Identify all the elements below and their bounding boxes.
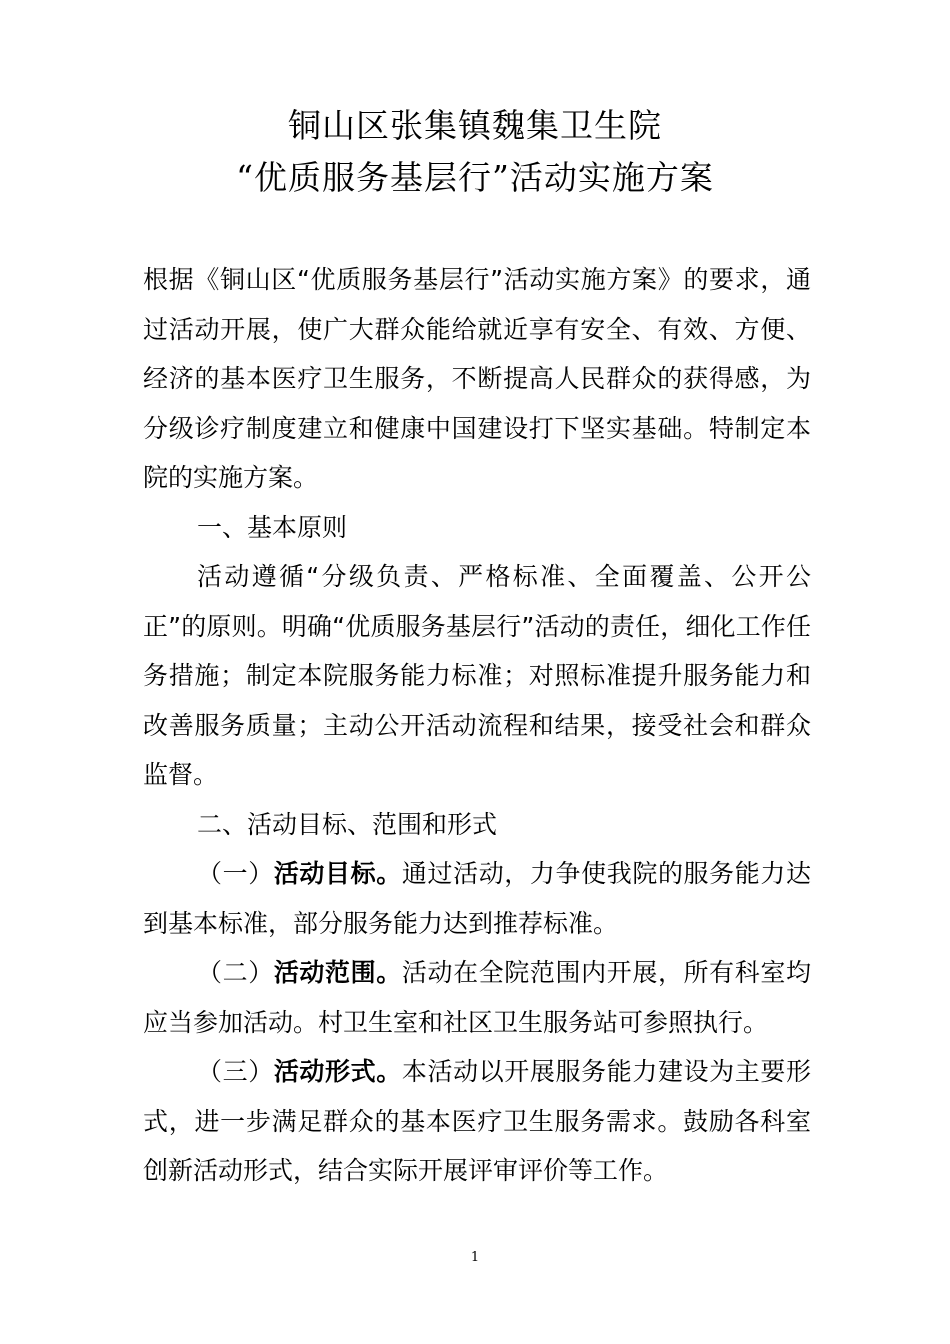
item-1-body: 通过活动，力争使我院的服务能力达到基本标准，部分服务能力达到推荐标准。: [143, 859, 811, 938]
item-1-prefix: （一）: [197, 859, 274, 888]
item-3-paragraph: [143, 1047, 811, 1196]
section-1-heading: 一、基本原则: [197, 512, 348, 542]
item-1-label: 活动目标。: [273, 859, 402, 888]
item-3-prefix: （三）: [197, 1057, 274, 1086]
section-2-heading: 二、活动目标、范围和形式: [197, 809, 498, 839]
item-2-prefix: （二）: [197, 958, 274, 987]
intro-paragraph: 根据《铜山区“优质服务基层行”活动实施方案》的要求，通过活动开展，使广大群众能给就近享有安全、有效、方便、经济的基本医疗卫生服务，不断提高人民群众的获得感，为分级诊疗制度建立和健康中国建设打下坚实基础。特制定本院的实施方案。: [143, 265, 811, 492]
section-1-paragraph: 活动遵循“分级负责、严格标准、全面覆盖、公开公正”的原则。明确“优质服务基层行”活动的责任，细化工作任务措施；制定本院服务能力标准；对照标准提升服务能力和改善服务质量；主动公开活动流程和结果，接受社会和群众监督。: [143, 562, 811, 789]
item-2-label: 活动范围。: [273, 958, 402, 987]
page-number: 1: [470, 1250, 480, 1265]
document-body: [143, 255, 811, 1196]
item-2-paragraph: [143, 948, 811, 1047]
item-3-label: 活动形式。: [273, 1057, 402, 1086]
item-2-body: 活动在全院范围内开展，所有科室均应当参加活动。村卫生室和社区卫生服务站可参照执行。: [143, 958, 811, 1037]
document-title: [0, 100, 950, 204]
title-line-1: 铜山区张集镇魏集卫生院: [288, 106, 662, 145]
title-line-2: “优质服务基层行”活动实施方案: [236, 158, 714, 197]
item-3-body: 本活动以开展服务能力建设为主要形式，进一步满足群众的基本医疗卫生服务需求。鼓励各科室创新活动形式，结合实际开展评审评价等工作。: [143, 1057, 811, 1185]
item-1-paragraph: [143, 849, 811, 948]
